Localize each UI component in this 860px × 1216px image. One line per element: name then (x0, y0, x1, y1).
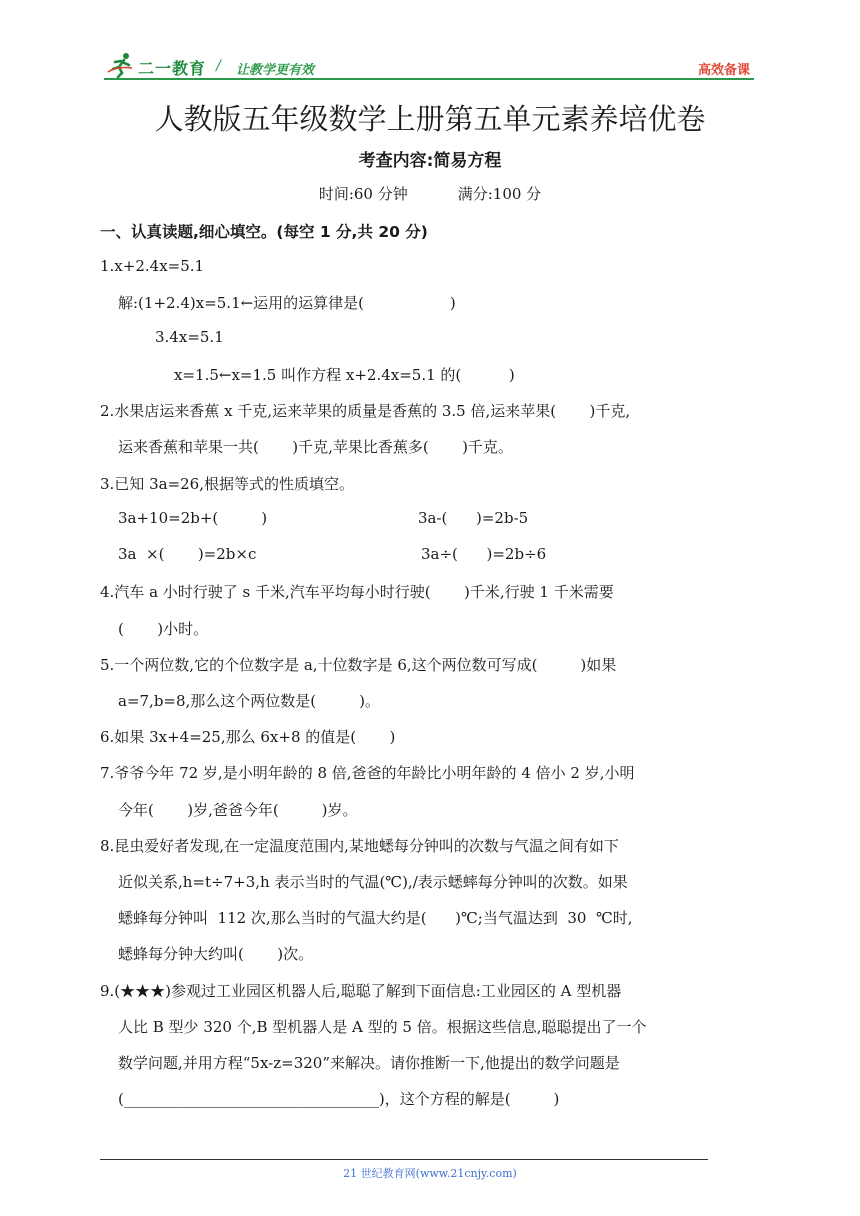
time-limit: 时间:60 分钟 (318, 185, 408, 203)
question-line: 5.一个两位数,它的个位数字是 a,十位数字是 6,这个两位数可写成( )如果 (100, 656, 617, 674)
question-line: 解:(1+2.4)x=5.1←运用的运算律是( ) (118, 294, 456, 312)
question-line: (__________________________________)，这个方程的解是( ) (118, 1090, 560, 1108)
question-line: 3.4x=5.1 (155, 328, 224, 346)
question-line: 3.已知 3a=26,根据等式的性质填空。 (100, 475, 354, 493)
question-line: 近似关系,h=t÷7+3,h 表示当时的气温(℃),/表示蟋蟀每分钟叫的次数。如果 (118, 873, 628, 891)
header-slash: / (216, 58, 221, 74)
header-tag: 高效备课 (697, 63, 750, 78)
question-line: 今年( )岁,爸爸今年( )岁。 (118, 801, 358, 819)
question-line: 运来香蕉和苹果一共( )千克,苹果比香蕉多( )千克。 (118, 438, 513, 456)
header-rule (104, 78, 754, 80)
question-line: 6.如果 3x+4=25,那么 6x+8 的值是( ) (100, 728, 396, 746)
question-line: 4.汽车 a 小时行驶了 s 千米,汽车平均每小时行驶( )千米,行驶 1 千米需要 (100, 583, 614, 601)
exam-meta (0, 183, 860, 204)
question-line: 7.爷爷今年 72 岁,是小明年龄的 8 倍,爸爸的年龄比小明年龄的 4 倍小 2 岁,小明 (100, 764, 635, 782)
logo-name: 二一教育 (138, 59, 207, 78)
page-subtitle: 考查内容:简易方程 (358, 151, 502, 171)
page-footer: 21 世纪教育网(www.21cnjy.com) (343, 1167, 517, 1180)
question-line: a=7,b=8,那么这个两位数是( )。 (118, 692, 380, 710)
question-line: 3a÷( )=2b÷6 (421, 545, 547, 563)
slogan: 让教学更有效 (236, 63, 315, 78)
footer-rule (100, 1159, 708, 1160)
question-line: 8.昆虫爱好者发现,在一定温度范围内,某地蟋每分钟叫的次数与气温之间有如下 (100, 837, 619, 855)
question-line: 人比 B 型少 320 个,B 型机器人是 A 型的 5 倍。根据这些信息,聪聪提出了一个 (118, 1018, 647, 1036)
question-line: ( )小时。 (118, 620, 209, 638)
question-line: 数学问题,并用方程“5x-z=320”来解决。请你推断一下,他提出的数学问题是 (118, 1054, 620, 1072)
question-line: 3a-( )=2b-5 (418, 509, 529, 527)
question-line: 2.水果店运来香蕉 x 千克,运来苹果的质量是香蕉的 3.5 倍,运来苹果( )千克, (100, 402, 631, 420)
question-line: 1.x+2.4x=5.1 (100, 257, 205, 275)
question-line: x=1.5←x=1.5 叫作方程 x+2.4x=5.1 的( ) (174, 366, 515, 384)
question-line: 9.(★★★)参观过工业园区机器人后,聪聪了解到下面信息:工业园区的 A 型机器 (100, 982, 622, 1000)
question-line: 蟋蜂每分钟大约叫( )次。 (118, 945, 314, 963)
runner-icon (106, 52, 136, 78)
question-line: 3a ×( )=2b×c (118, 545, 257, 563)
question-line: 3a+10=2b+( ) (118, 509, 268, 527)
page-title: 人教版五年级数学上册第五单元素养培优卷 (154, 102, 706, 136)
full-score: 满分:100 分 (457, 185, 542, 203)
section-heading: 一、认真读题,细心填空。(每空 1 分,共 20 分) (100, 223, 428, 241)
question-line: 蟋蜂每分钟叫 112 次,那么当时的气温大约是( )℃;当气温达到 30 ℃时, (118, 909, 633, 927)
page-header (104, 50, 754, 80)
